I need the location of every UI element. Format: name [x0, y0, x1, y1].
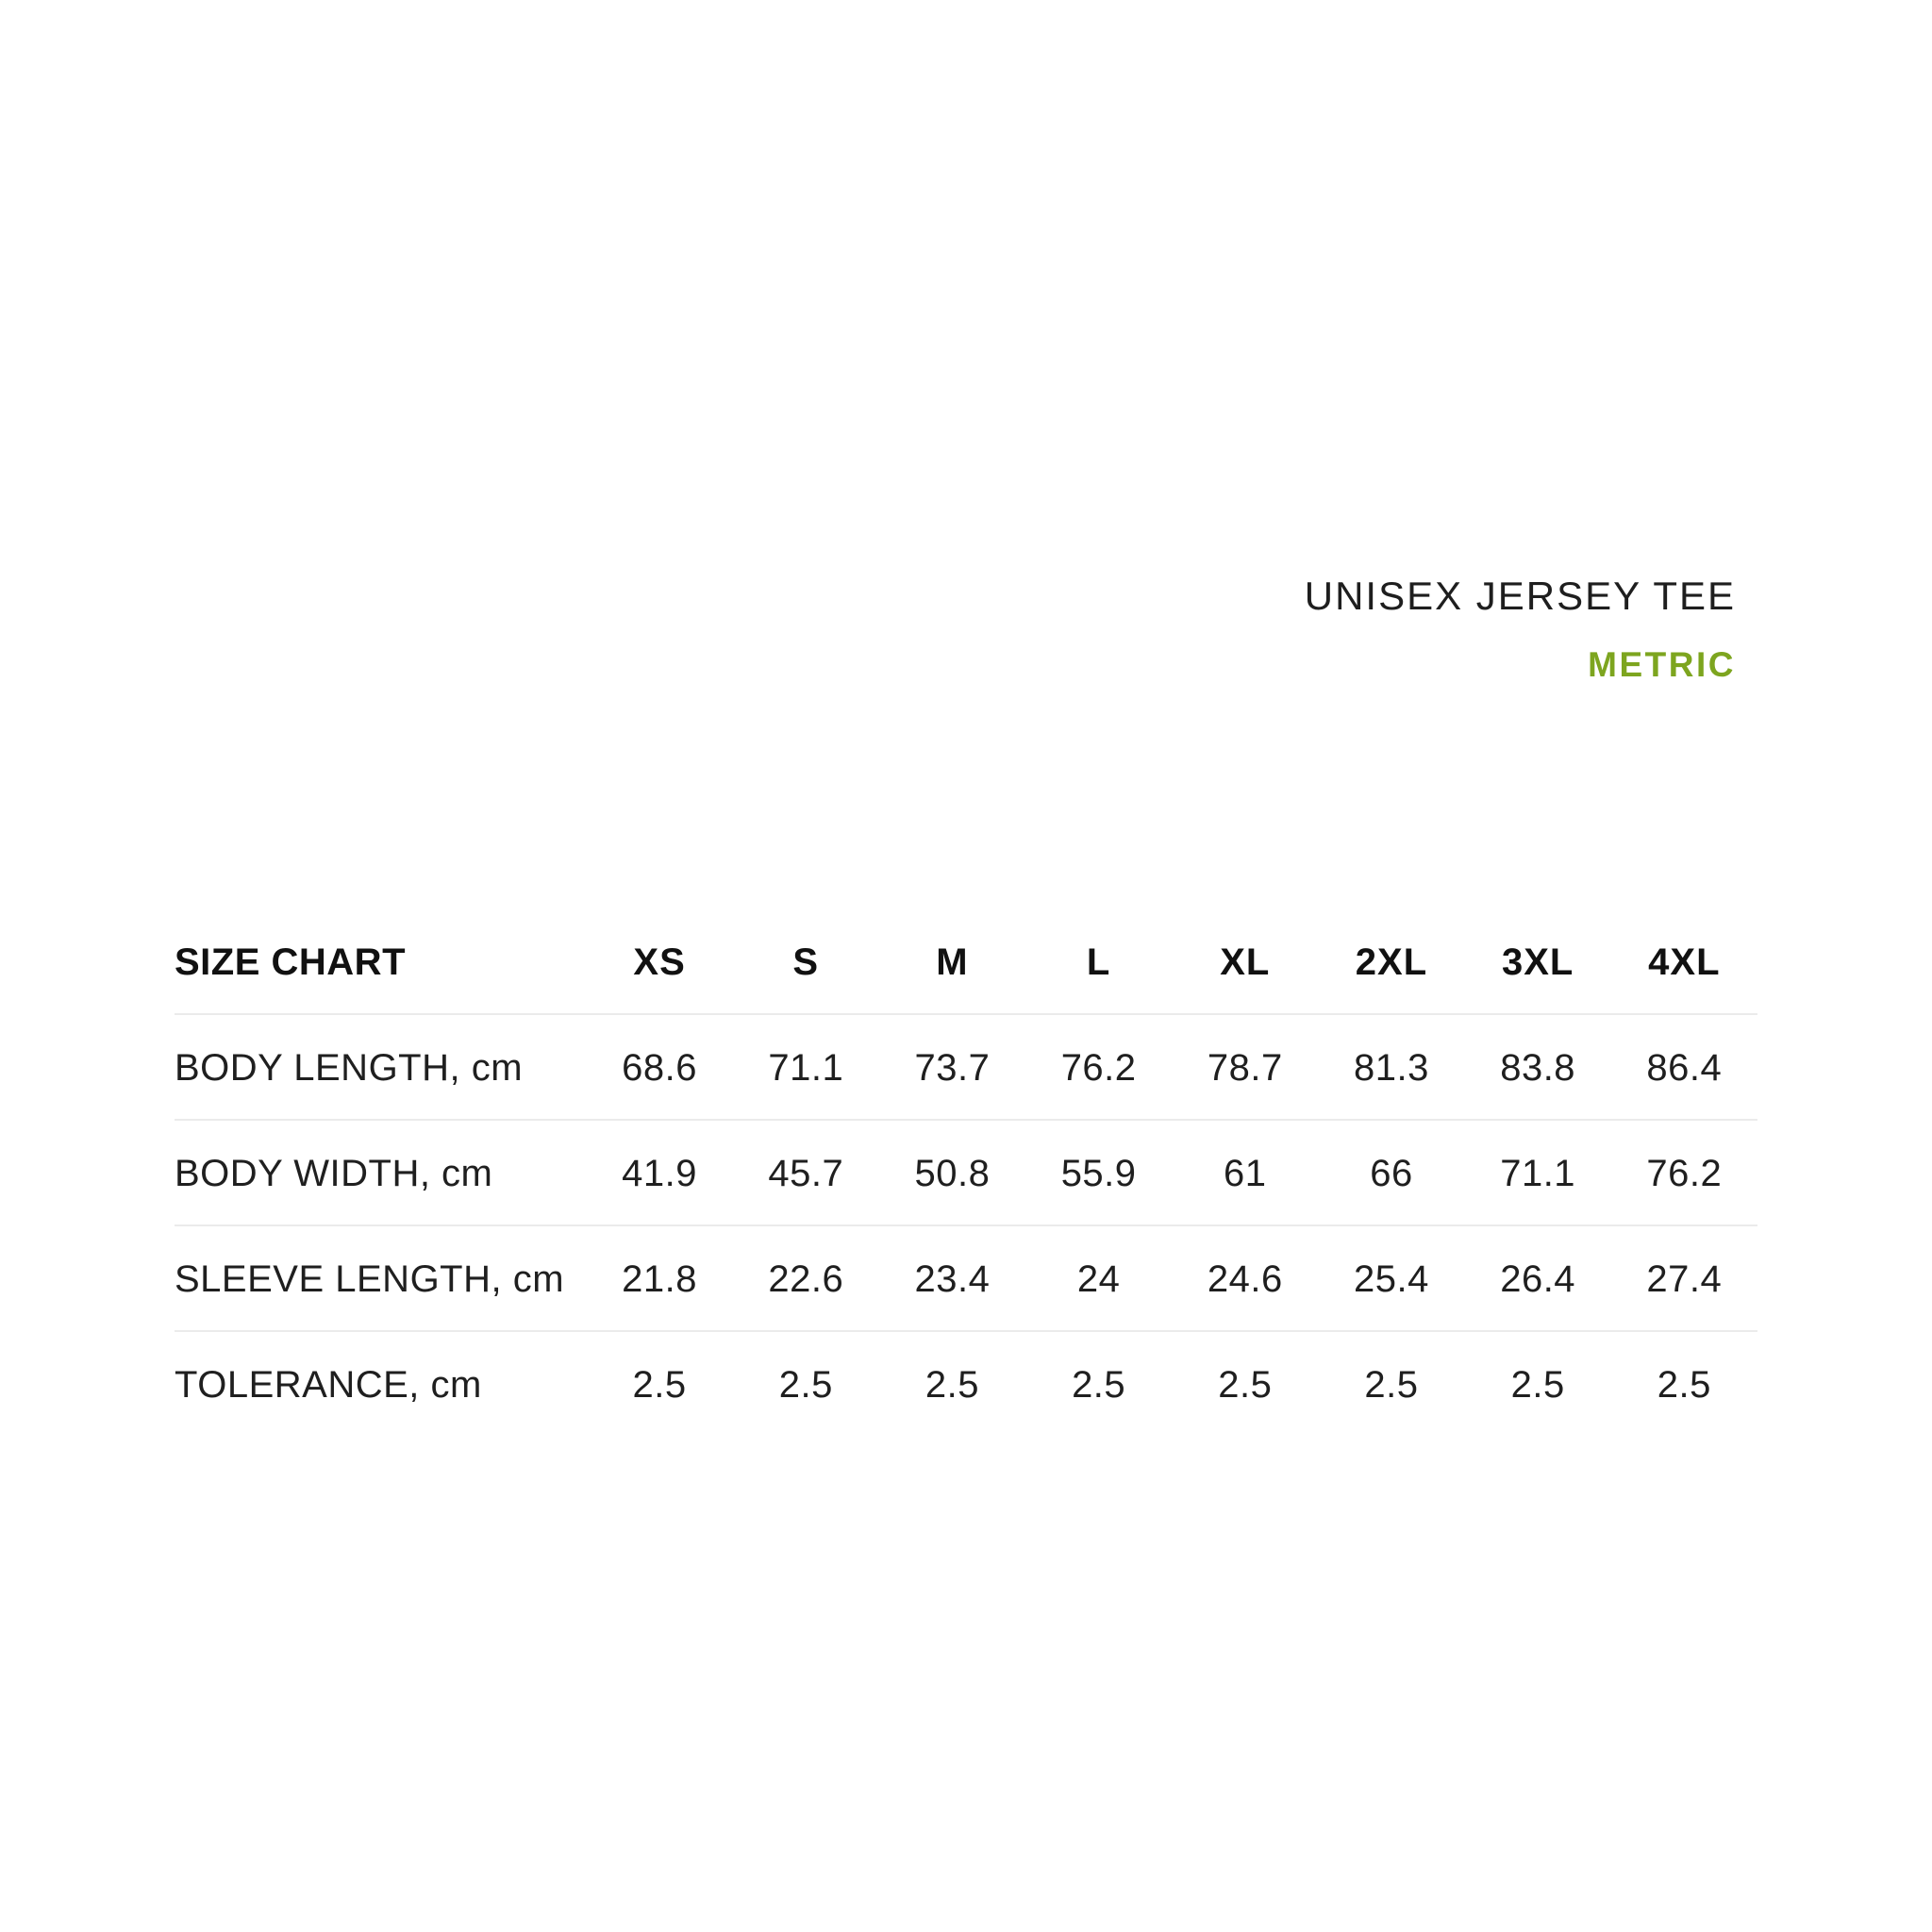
cell: 21.8	[622, 1258, 698, 1300]
table-row-tolerance	[175, 1331, 1757, 1436]
cell: 45.7	[768, 1153, 844, 1194]
cell: 2.5	[1072, 1364, 1126, 1406]
cell: 50.8	[914, 1153, 991, 1194]
cell: 2.5	[1510, 1364, 1565, 1406]
cell: 61	[1224, 1153, 1267, 1194]
cell: 55.9	[1060, 1153, 1137, 1194]
cell: 2.5	[1218, 1364, 1273, 1406]
cell: 27.4	[1646, 1258, 1723, 1300]
column-header-4xl: 4XL	[1648, 941, 1721, 983]
column-header-2xl: 2XL	[1355, 941, 1428, 983]
row-label: BODY LENGTH, cm	[175, 1047, 524, 1089]
table-title: SIZE CHART	[175, 941, 406, 983]
column-header-l: L	[1086, 941, 1111, 983]
cell: 25.4	[1354, 1258, 1429, 1300]
cell: 78.7	[1207, 1047, 1283, 1089]
product-title: UNISEX JERSEY TEE	[1304, 574, 1736, 618]
cell: 71.1	[1500, 1153, 1576, 1194]
cell: 2.5	[1657, 1364, 1711, 1406]
column-header-3xl: 3XL	[1501, 941, 1574, 983]
row-label: SLEEVE LENGTH, cm	[175, 1258, 565, 1300]
cell: 73.7	[914, 1047, 991, 1089]
cell: 68.6	[622, 1047, 698, 1089]
header-row	[175, 920, 1757, 1014]
cell: 24.6	[1207, 1258, 1283, 1300]
header-block	[175, 575, 1757, 683]
cell: 76.2	[1646, 1153, 1723, 1194]
unit-toggle[interactable]: METRIC	[1588, 645, 1736, 684]
cell: 71.1	[768, 1047, 844, 1089]
column-header-m: M	[936, 941, 969, 983]
cell: 24	[1076, 1258, 1121, 1300]
cell: 2.5	[778, 1364, 833, 1406]
cell: 66	[1370, 1153, 1413, 1194]
cell: 2.5	[632, 1364, 687, 1406]
column-header-xs: XS	[633, 941, 686, 983]
cell: 22.6	[768, 1258, 844, 1300]
cell: 83.8	[1500, 1047, 1576, 1089]
cell: 81.3	[1354, 1047, 1429, 1089]
cell: 2.5	[924, 1364, 979, 1406]
table-row-sleeve-length	[175, 1225, 1757, 1331]
cell: 23.4	[914, 1258, 991, 1300]
column-header-xl: XL	[1220, 941, 1271, 983]
cell: 76.2	[1060, 1047, 1137, 1089]
cell: 2.5	[1364, 1364, 1419, 1406]
column-header-s: S	[792, 941, 820, 983]
cell: 41.9	[622, 1153, 698, 1194]
cell: 26.4	[1500, 1258, 1576, 1300]
size-chart-table	[175, 920, 1757, 1436]
table-row-body-width	[175, 1120, 1757, 1225]
table-row-body-length	[175, 1014, 1757, 1120]
row-label: BODY WIDTH, cm	[175, 1153, 493, 1194]
cell: 86.4	[1646, 1047, 1723, 1089]
row-label: TOLERANCE, cm	[175, 1364, 482, 1406]
